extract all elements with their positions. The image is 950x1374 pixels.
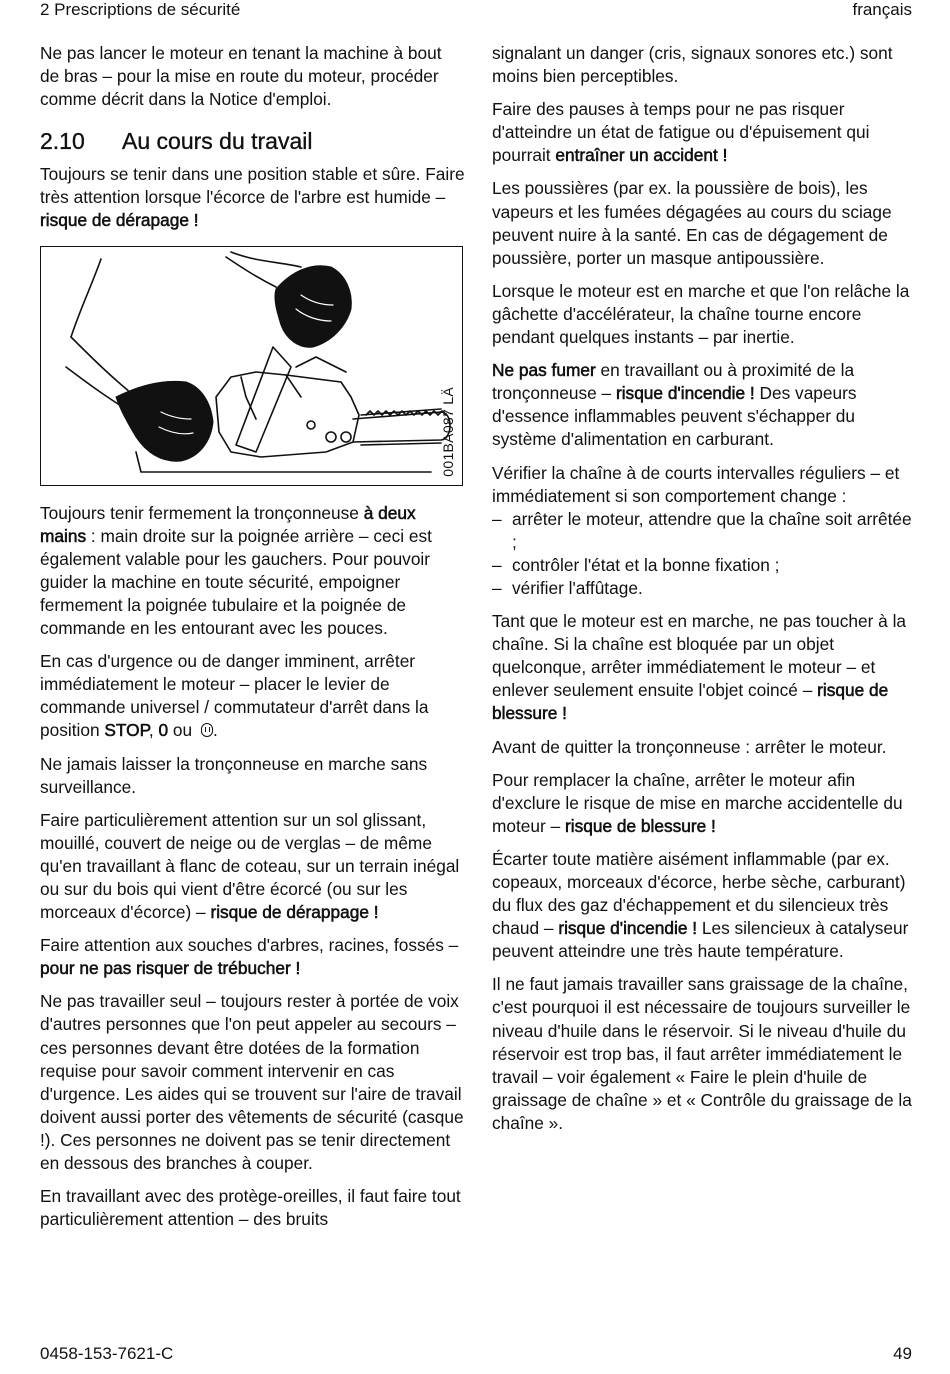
paragraph-chain-lubrication: Il ne faut jamais travailler sans graissage de la chaîne, c'est pourquoi il est nécessaire de toujours surveiller le niveau d'huile dans le réservoir. Si le niveau d'huile du réservoir est trop bas, il faut arrêter immédiatement le travail – voir également « Faire le plein d'huile de graissage de chaîne » et « Contrôle du graissage de la chaîne ». <box>492 974 912 1133</box>
section-number: 2.10 <box>40 128 85 155</box>
list-item: – contrôler l'état et la bonne fixation ; <box>492 554 917 577</box>
figure-code: 001BA087 LÄ <box>440 386 456 477</box>
list-item: – vérifier l'affûtage. <box>492 577 917 600</box>
paragraph-replace-chain: Pour remplacer la chaîne, arrêter le moteur afin d'exclure le risque de mise en marche accidentelle du moteur – risque de blessure ! <box>492 769 903 836</box>
paragraph-inertia: Lorsque le moteur est en marche et que l'on relâche la gâchette d'accélérateur, la chaîne tourne encore pendant quelques instants – par inertie. <box>492 280 910 348</box>
paragraph-slippery-ground: Faire particulièrement attention sur un sol glissant, mouillé, couvert de neige ou de verglas – de même qu'en travaillant à flanc de coteau, sur un terrain inégal ou sur du bois qui vient d'être écorcé (ou sur les morceaux d'écorce) – risque de dérappage ! <box>40 809 460 923</box>
paragraph-no-smoking: Ne pas fumer en travaillant ou à proximité de la tronçonneuse – risque d'incendie ! Des vapeurs d'essence inflammables peuvent s'échapper du système d'alimentation en carburant. <box>492 360 857 450</box>
running-header-chapter: 2 Prescriptions de sécurité <box>40 0 241 19</box>
chainsaw-figure <box>40 246 463 486</box>
list-item: – arrêter le moteur, attendre que la chaîne soit arrêtée ; <box>492 508 917 554</box>
paragraph-flammable: Écarter toute matière aisément inflammable (par ex. copeaux, morceaux d'écorce, herbe sèche, carburant) du flux des gaz d'échappement et du silencieux très chaud – risque d'incendie ! Les silencieux à catalyseur peuvent atteindre une très haute température. <box>492 848 909 962</box>
right-column <box>492 42 917 1145</box>
section-title: Au cours du travail <box>122 128 313 155</box>
paragraph-two-hands: Toujours tenir fermement la tronçonneuse à deux mains : main droite sur la poignée arrière – ceci est également valable pour les gauchers. Pour pouvoir guider la machine en toute sécurité, empoigner fermement la poignée tubulaire et la poignée de commande en les entourant avec les pouces. <box>40 502 432 639</box>
paragraph-check-chain: Vérifier la chaîne à de courts intervalles réguliers – et immédiatement si son comportement change : <box>492 462 900 506</box>
chain-check-list <box>492 508 917 600</box>
paragraph-tripping: Faire attention aux souches d'arbres, racines, fossés – pour ne pas risquer de trébucher ! <box>40 935 459 979</box>
running-header-language: français <box>852 0 912 19</box>
section-heading <box>40 127 465 155</box>
paragraph-ear-protection: En travaillant avec des protège-oreilles, il faut faire tout particulièrement attention – des bruits <box>40 1186 461 1230</box>
page-number: 49 <box>893 1344 912 1363</box>
paragraph-emergency-stop: En cas d'urgence ou de danger imminent, arrêter immédiatement le moteur – placer le levier de commande universel / commutateur d'arrêt dans la position STOP, 0 ou . <box>40 651 429 741</box>
paragraph-breaks: Faire des pauses à temps pour ne pas risquer d'atteindre un état de fatigue ou d'épuisement qui pourrait entraîner un accident ! <box>492 99 870 166</box>
chainsaw-two-hands-illustration-icon <box>41 247 463 486</box>
document-number: 0458-153-7621-C <box>40 1344 174 1363</box>
intro-paragraph: Ne pas lancer le moteur en tenant la machine à bout de bras – pour la mise en route du moteur, procéder comme décrit dans la Notice d'emploi. <box>40 43 442 110</box>
paragraph-stable-position: Toujours se tenir dans une position stable et sûre. Faire très attention lorsque l'écorce de l'arbre est humide – risque de dérapage ! <box>40 164 465 231</box>
paragraph-work-alone: Ne pas travailler seul – toujours rester à portée de voix d'autres personnes que l'on peut appeler au secours – ces personnes devant être dotées de la formation requise pour savoir comment intervenir en cas d'urgence. Les aides qui se trouvent sur l'aire de travail doivent aussi porter des vêtements de sécurité (casque !). Ces personnes ne doivent pas se tenir directement en dessous des branches à couper. <box>40 991 464 1173</box>
paragraph-before-leaving: Avant de quitter la tronçonneuse : arrêter le moteur. <box>492 736 887 757</box>
paragraph-danger-signals: signalant un danger (cris, signaux sonores etc.) sont moins bien perceptibles. <box>492 43 893 87</box>
paragraph-unattended: Ne jamais laisser la tronçonneuse en marche sans surveillance. <box>40 753 428 797</box>
stop-switch-symbol-icon <box>201 723 213 737</box>
paragraph-dust: Les poussières (par ex. la poussière de bois), les vapeurs et les fumées dégagées au cours du sciage peuvent nuire à la santé. En cas de dégagement de poussière, porter un masque antipoussière. <box>492 178 892 268</box>
paragraph-dont-touch-chain: Tant que le moteur est en marche, ne pas toucher à la chaîne. Si la chaîne est bloquée par un objet quelconque, arrêter immédiatement le moteur – et enlever seulement ensuite l'objet coincé – risque de blessure ! <box>492 611 907 724</box>
left-column <box>40 42 465 1241</box>
